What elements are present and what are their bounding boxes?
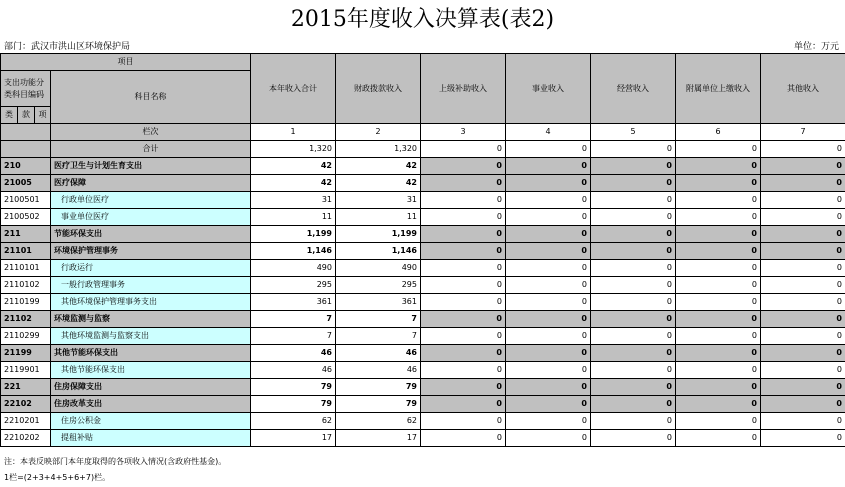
row-name: 环境保护管理事务 <box>51 243 251 260</box>
row-value-2: 79 <box>336 379 421 396</box>
row-value-5: 0 <box>591 294 676 311</box>
row-value-3: 0 <box>421 328 506 345</box>
row-name: 医疗卫生与计划生育支出 <box>51 158 251 175</box>
row-value-6: 0 <box>676 277 761 294</box>
row-value-1: 7 <box>251 311 336 328</box>
row-value-5: 0 <box>591 158 676 175</box>
row-value-7: 0 <box>761 192 845 209</box>
row-value-7: 0 <box>761 396 845 413</box>
row-value-4: 0 <box>506 379 591 396</box>
row-value-1: 7 <box>251 328 336 345</box>
kuan-header: 款 <box>18 107 35 124</box>
row-value-2: 1,146 <box>336 243 421 260</box>
col-header-3: 上级补助收入 <box>421 54 506 124</box>
row-value-2: 17 <box>336 430 421 447</box>
table-row <box>1 260 845 277</box>
row-value-3: 0 <box>421 413 506 430</box>
department-label: 部门：武汉市洪山区环境保护局 <box>4 42 131 52</box>
row-code: 211 <box>1 226 51 243</box>
row-code: 2110299 <box>1 328 51 345</box>
row-name: 节能环保支出 <box>51 226 251 243</box>
row-value-2: 62 <box>336 413 421 430</box>
row-value-4: 0 <box>506 277 591 294</box>
row-value-1: 295 <box>251 277 336 294</box>
row-name: 医疗保障 <box>51 175 251 192</box>
col-header-1: 本年收入合计 <box>251 54 336 124</box>
row-value-7: 0 <box>761 209 845 226</box>
row-name: 行政单位医疗 <box>51 192 251 209</box>
row-value-5: 0 <box>591 362 676 379</box>
table-row <box>1 192 845 209</box>
row-code: 21005 <box>1 175 51 192</box>
row-value-7: 0 <box>761 277 845 294</box>
table-row <box>1 209 845 226</box>
row-value-2: 42 <box>336 158 421 175</box>
row-name: 提租补贴 <box>51 430 251 447</box>
row-value-4: 0 <box>506 294 591 311</box>
row-value-3: 0 <box>421 362 506 379</box>
table-row <box>1 311 845 328</box>
row-value-3: 0 <box>421 158 506 175</box>
row-value-5: 0 <box>591 345 676 362</box>
row-code: 2110102 <box>1 277 51 294</box>
row-value-4: 0 <box>506 192 591 209</box>
subject-name-header: 科目名称 <box>51 71 251 124</box>
row-code: 2110101 <box>1 260 51 277</box>
row-value-3: 0 <box>421 430 506 447</box>
row-value-5: 0 <box>591 430 676 447</box>
row-value-4: 0 <box>506 328 591 345</box>
col-header-5: 经营收入 <box>591 54 676 124</box>
row-value-7: 0 <box>761 260 845 277</box>
row-value-1: 1,199 <box>251 226 336 243</box>
row-value-7: 0 <box>761 413 845 430</box>
col-header-2: 财政拨款收入 <box>336 54 421 124</box>
row-value-7: 0 <box>761 226 845 243</box>
row-value-6: 0 <box>676 379 761 396</box>
col-label: 栏次 <box>51 124 251 141</box>
row-value-7: 0 <box>761 243 845 260</box>
row-value-4: 0 <box>506 158 591 175</box>
table-row <box>1 413 845 430</box>
header-row-colnum <box>1 124 845 141</box>
row-name: 环境监测与监察 <box>51 311 251 328</box>
col-num-7: 7 <box>761 124 845 141</box>
table-row <box>1 345 845 362</box>
row-value-3: 0 <box>421 294 506 311</box>
project-header: 项目 <box>1 54 251 71</box>
row-value-3: 0 <box>421 311 506 328</box>
row-value-4: 0 <box>506 396 591 413</box>
table-row <box>1 396 845 413</box>
row-value-5: 0 <box>591 260 676 277</box>
total-code-cell <box>1 141 51 158</box>
page-title: 2015年度收入决算表(表2) <box>290 7 555 32</box>
row-value-7: 0 <box>761 158 845 175</box>
row-code: 2210202 <box>1 430 51 447</box>
col-num-2: 2 <box>336 124 421 141</box>
lei-header: 类 <box>1 107 18 124</box>
total-value-5: 0 <box>591 141 676 158</box>
row-value-3: 0 <box>421 396 506 413</box>
row-value-5: 0 <box>591 226 676 243</box>
row-name: 其他节能环保支出 <box>51 345 251 362</box>
row-value-2: 1,199 <box>336 226 421 243</box>
row-value-6: 0 <box>676 430 761 447</box>
row-value-1: 17 <box>251 430 336 447</box>
row-value-6: 0 <box>676 209 761 226</box>
row-value-2: 42 <box>336 175 421 192</box>
row-value-7: 0 <box>761 430 845 447</box>
row-value-2: 7 <box>336 311 421 328</box>
row-value-1: 46 <box>251 345 336 362</box>
row-code: 21199 <box>1 345 51 362</box>
row-value-6: 0 <box>676 413 761 430</box>
total-value-3: 0 <box>421 141 506 158</box>
total-value-4: 0 <box>506 141 591 158</box>
col-header-6: 附属单位上缴收入 <box>676 54 761 124</box>
row-value-7: 0 <box>761 175 845 192</box>
row-value-2: 7 <box>336 328 421 345</box>
row-code: 2210201 <box>1 413 51 430</box>
row-value-6: 0 <box>676 158 761 175</box>
row-value-7: 0 <box>761 379 845 396</box>
row-value-1: 62 <box>251 413 336 430</box>
row-value-7: 0 <box>761 311 845 328</box>
row-value-1: 42 <box>251 175 336 192</box>
col-header-7: 其他收入 <box>761 54 845 124</box>
row-value-5: 0 <box>591 328 676 345</box>
row-value-6: 0 <box>676 294 761 311</box>
row-value-7: 0 <box>761 345 845 362</box>
row-value-2: 295 <box>336 277 421 294</box>
row-value-5: 0 <box>591 413 676 430</box>
table-row <box>1 379 845 396</box>
row-value-3: 0 <box>421 175 506 192</box>
row-value-6: 0 <box>676 226 761 243</box>
row-name: 住房改革支出 <box>51 396 251 413</box>
row-name: 其他节能环保支出 <box>51 362 251 379</box>
row-value-6: 0 <box>676 396 761 413</box>
header-row-project <box>1 54 845 71</box>
row-value-3: 0 <box>421 209 506 226</box>
row-value-5: 0 <box>591 209 676 226</box>
row-value-5: 0 <box>591 396 676 413</box>
row-value-3: 0 <box>421 277 506 294</box>
row-value-7: 0 <box>761 294 845 311</box>
table-row <box>1 175 845 192</box>
row-value-6: 0 <box>676 328 761 345</box>
row-value-1: 46 <box>251 362 336 379</box>
table-row <box>1 226 845 243</box>
row-value-7: 0 <box>761 362 845 379</box>
row-value-2: 361 <box>336 294 421 311</box>
row-code: 2110199 <box>1 294 51 311</box>
row-value-2: 31 <box>336 192 421 209</box>
row-value-1: 42 <box>251 158 336 175</box>
row-value-4: 0 <box>506 311 591 328</box>
row-value-4: 0 <box>506 413 591 430</box>
col-num-1: 1 <box>251 124 336 141</box>
row-value-4: 0 <box>506 260 591 277</box>
col-header-4: 事业收入 <box>506 54 591 124</box>
row-value-5: 0 <box>591 243 676 260</box>
row-value-4: 0 <box>506 430 591 447</box>
row-value-5: 0 <box>591 175 676 192</box>
col-num-6: 6 <box>676 124 761 141</box>
row-value-1: 361 <box>251 294 336 311</box>
row-name: 行政运行 <box>51 260 251 277</box>
total-value-2: 1,320 <box>336 141 421 158</box>
row-name: 住房公积金 <box>51 413 251 430</box>
table-row <box>1 328 845 345</box>
row-code: 210 <box>1 158 51 175</box>
table-row <box>1 430 845 447</box>
col-num-3: 3 <box>421 124 506 141</box>
row-value-1: 11 <box>251 209 336 226</box>
row-name: 一般行政管理事务 <box>51 277 251 294</box>
xiang-header: 项 <box>35 107 51 124</box>
row-value-1: 79 <box>251 396 336 413</box>
row-name: 事业单位医疗 <box>51 209 251 226</box>
table-row <box>1 243 845 260</box>
row-value-2: 46 <box>336 362 421 379</box>
row-value-4: 0 <box>506 175 591 192</box>
row-value-5: 0 <box>591 379 676 396</box>
table-row <box>1 277 845 294</box>
row-code: 21102 <box>1 311 51 328</box>
row-code: 21101 <box>1 243 51 260</box>
total-value-6: 0 <box>676 141 761 158</box>
row-value-6: 0 <box>676 362 761 379</box>
col-num-4: 4 <box>506 124 591 141</box>
func-code-header: 支出功能分类科目编码 <box>1 71 51 107</box>
row-value-3: 0 <box>421 226 506 243</box>
row-value-3: 0 <box>421 260 506 277</box>
row-value-6: 0 <box>676 260 761 277</box>
row-code: 2100502 <box>1 209 51 226</box>
total-label: 合计 <box>51 141 251 158</box>
row-code: 22102 <box>1 396 51 413</box>
total-value-1: 1,320 <box>251 141 336 158</box>
row-value-5: 0 <box>591 311 676 328</box>
total-value-7: 0 <box>761 141 845 158</box>
row-value-2: 11 <box>336 209 421 226</box>
row-value-4: 0 <box>506 209 591 226</box>
row-value-4: 0 <box>506 345 591 362</box>
row-value-3: 0 <box>421 243 506 260</box>
row-value-2: 79 <box>336 396 421 413</box>
row-value-6: 0 <box>676 175 761 192</box>
row-value-1: 31 <box>251 192 336 209</box>
row-value-1: 79 <box>251 379 336 396</box>
formula-note: 1栏=(2+3+4+5+6+7)栏。 <box>4 473 111 482</box>
total-row <box>1 141 845 158</box>
note-text: 注：本表反映部门本年度取得的各项收入情况(含政府性基金)。 <box>4 457 227 466</box>
row-value-3: 0 <box>421 192 506 209</box>
col-num-5: 5 <box>591 124 676 141</box>
row-value-5: 0 <box>591 192 676 209</box>
row-code: 2100501 <box>1 192 51 209</box>
row-value-6: 0 <box>676 345 761 362</box>
row-value-1: 490 <box>251 260 336 277</box>
table-row <box>1 158 845 175</box>
row-value-6: 0 <box>676 192 761 209</box>
row-value-4: 0 <box>506 362 591 379</box>
unit-label: 单位：万元 <box>793 42 839 52</box>
row-name: 其他环境监测与监察支出 <box>51 328 251 345</box>
table-row <box>1 362 845 379</box>
income-table <box>0 53 845 447</box>
row-value-4: 0 <box>506 226 591 243</box>
table-row <box>1 294 845 311</box>
row-name: 其他环境保护管理事务支出 <box>51 294 251 311</box>
row-value-4: 0 <box>506 243 591 260</box>
row-value-2: 490 <box>336 260 421 277</box>
row-value-3: 0 <box>421 379 506 396</box>
row-value-1: 1,146 <box>251 243 336 260</box>
row-value-2: 46 <box>336 345 421 362</box>
row-value-6: 0 <box>676 243 761 260</box>
row-value-3: 0 <box>421 345 506 362</box>
row-value-5: 0 <box>591 277 676 294</box>
row-value-6: 0 <box>676 311 761 328</box>
row-name: 住房保障支出 <box>51 379 251 396</box>
lkx-continuation <box>1 124 51 141</box>
row-code: 2119901 <box>1 362 51 379</box>
row-code: 221 <box>1 379 51 396</box>
row-value-7: 0 <box>761 328 845 345</box>
